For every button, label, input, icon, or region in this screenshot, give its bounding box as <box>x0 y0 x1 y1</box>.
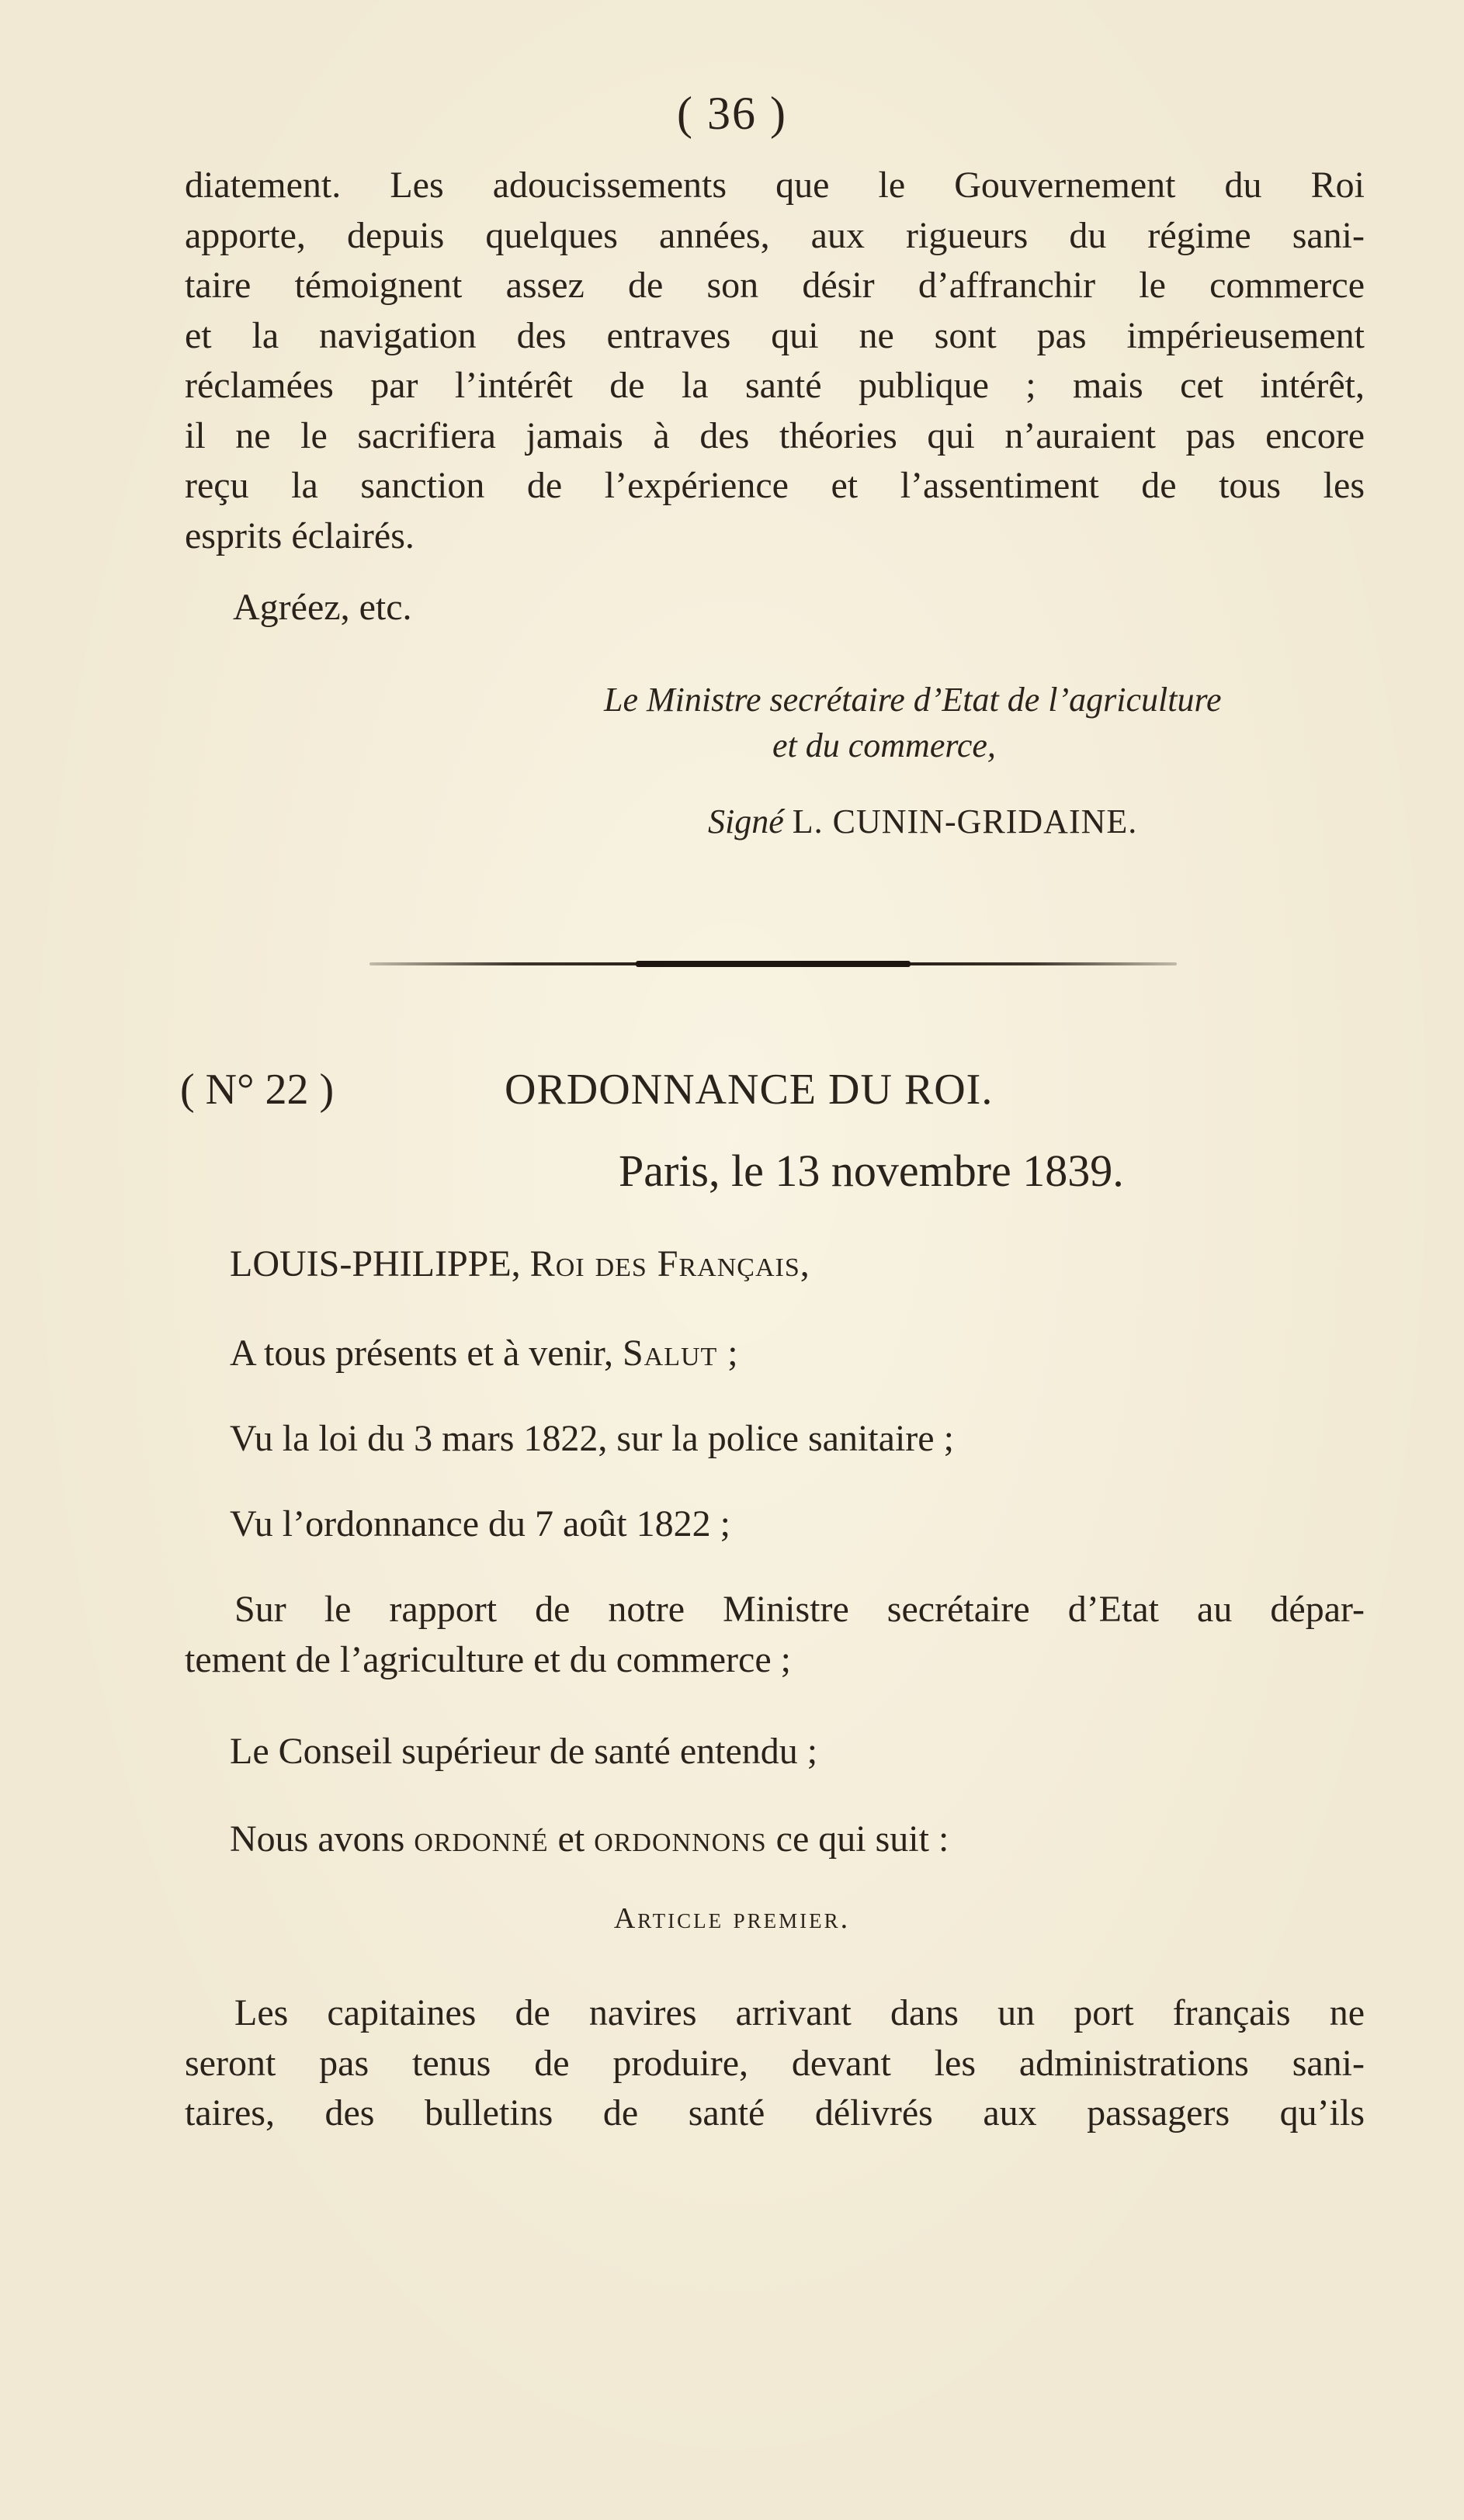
king-title: Roi des Français, <box>529 1243 810 1284</box>
salute-word: Salut ; <box>622 1333 739 1374</box>
text-line: Sur le rapport de notre Ministre secrétaire d’Etat au dépar- <box>234 1589 1365 1630</box>
ordonnons-text-1: Nous avons <box>230 1818 405 1860</box>
ordonnons-text-3: et <box>557 1818 585 1860</box>
salute-line <box>230 1329 1410 1379</box>
consideration-line: Vu la loi du 3 mars 1822, sur la police sanitaire ; <box>230 1418 954 1459</box>
consideration-line: Vu l’ordonnance du 7 août 1822 ; <box>230 1503 730 1544</box>
text-line-last: tement de l’agriculture et du commerce ; <box>185 1638 791 1680</box>
signature-title-line-2: et du commerce, <box>772 726 996 764</box>
text-line: apporte, depuis quelques années, aux rigueurs du régime sani- <box>185 214 1365 256</box>
signatory-name: L. CUNIN-GRIDAINE. <box>792 802 1138 841</box>
text-line: et la navigation des entraves qui ne sont pas impérieusement <box>185 314 1365 356</box>
rapport-paragraph <box>185 1585 1365 1685</box>
king-line <box>230 1239 1410 1290</box>
ordinance-title: ORDONNANCE DU ROI. <box>505 1066 994 1114</box>
signature-line <box>708 802 1137 841</box>
text-line: réclamées par l’intérêt de la santé publique ; mais cet intérêt, <box>185 365 1365 406</box>
text-line: taires, des bulletins de santé délivrés aux passagers qu’ils <box>185 2092 1365 2134</box>
ordinance-number: ( N° 22 ) <box>180 1066 335 1114</box>
text-line: taire témoignent assez de son désir d’affranchir le commerce <box>185 265 1365 306</box>
letter-body-paragraph <box>185 161 1365 561</box>
text-line: Les capitaines de navires arrivant dans un port français ne <box>234 1992 1365 2033</box>
text-line: seront pas tenus de produire, devant les administrations sani- <box>185 2042 1365 2084</box>
king-name: LOUIS-PHILIPPE, <box>230 1243 521 1284</box>
ordonnons-text-2: ordonné <box>414 1818 549 1860</box>
conseil-line: Le Conseil supérieur de santé entendu ; <box>230 1731 818 1772</box>
ordinance-dateline: Paris, le 13 novembre 1839. <box>619 1146 1124 1196</box>
salute-text: A tous présents et à venir, <box>230 1333 613 1374</box>
section-divider-rule <box>369 962 1177 965</box>
text-line: diatement. Les adoucissements que le Gouvernement du Roi <box>185 165 1365 206</box>
article-heading: Article premier. <box>613 1902 851 1935</box>
text-line: il ne le sacrifiera jamais à des théories qui n’auraient pas encore <box>185 414 1365 456</box>
signature-title-line-1: Le Ministre secrétaire d’Etat de l’agriculture <box>604 681 1222 719</box>
article-paragraph <box>185 1988 1365 2139</box>
page-number: ( 36 ) <box>677 88 787 139</box>
ordonnons-line <box>230 1815 1410 1865</box>
ordonnons-text-5: ce qui suit : <box>775 1818 949 1860</box>
signed-label: Signé <box>708 802 784 841</box>
text-line-last: esprits éclairés. <box>185 515 415 556</box>
closing-formula: Agréez, etc. <box>233 587 412 628</box>
ordonnons-text-4: ordonnons <box>594 1818 767 1860</box>
text-line: reçu la sanction de l’expérience et l’assentiment de tous les <box>185 465 1365 506</box>
